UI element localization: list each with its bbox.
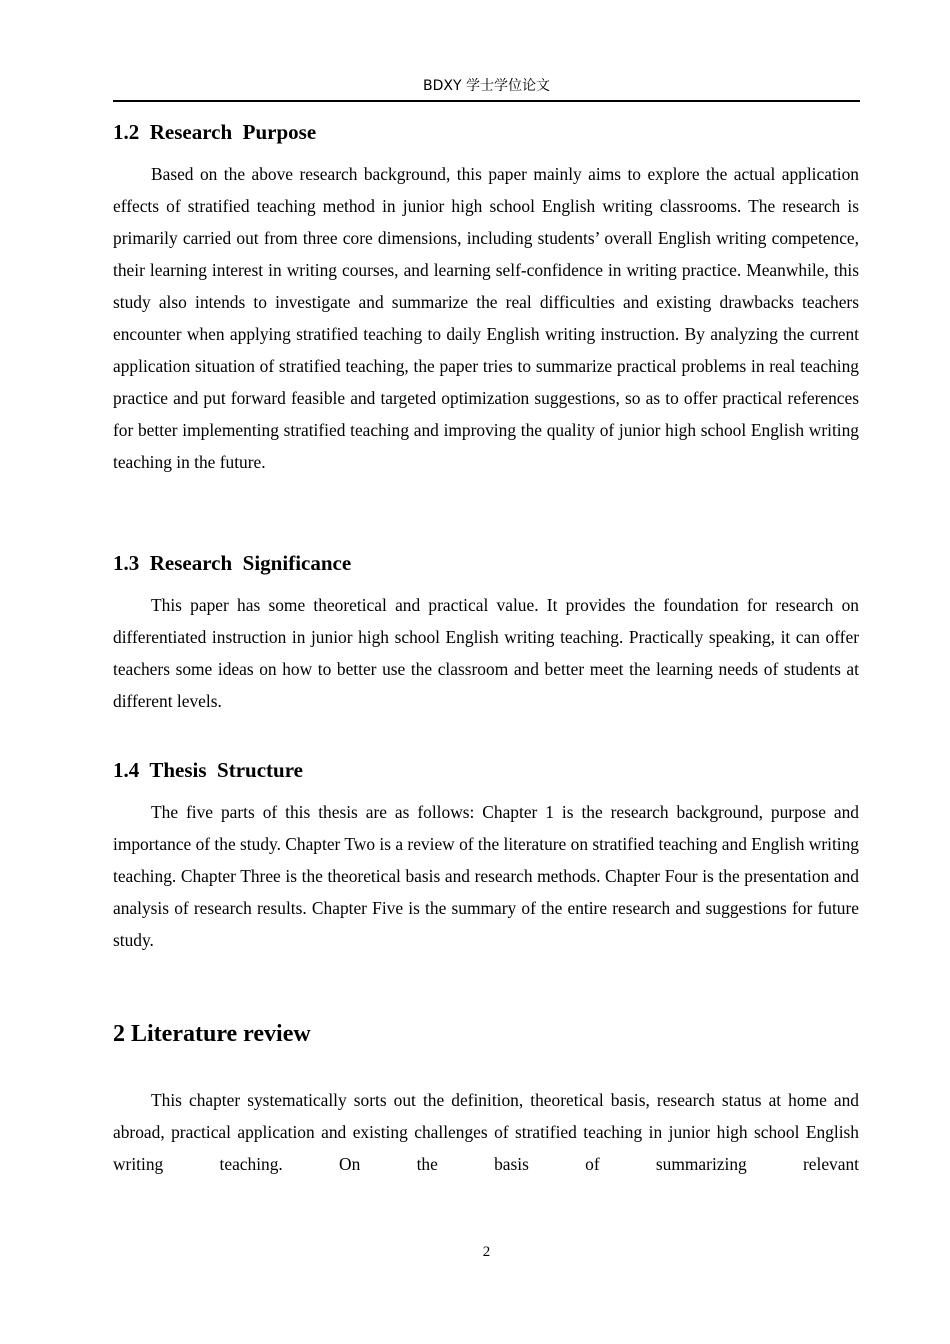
paragraph-research-significance: This paper has some theoretical and practical value. It provides the foundation for research on differentiated instruction in junior high school English writing teaching. Practically speaking, it can offer teachers some ideas on how to better use the classroom and better meet the learning needs of students at different levels. <box>113 595 859 711</box>
header-rule <box>113 100 860 102</box>
section-heading-research-significance: 1.3 Research Significance <box>113 551 352 575</box>
running-header: BDXY 学士学位论文 <box>423 78 550 94</box>
page-number: 2 <box>482 1244 491 1260</box>
paragraph-literature-review: This chapter systematically sorts out the definition, theoretical basis, research status at home and abroad, practical application and existing challenges of stratified teaching in junior high school English writing teaching. On the basis of summarizing relevant <box>113 1090 859 1174</box>
section-heading-thesis-structure: 1.4 Thesis Structure <box>113 758 303 782</box>
paragraph-thesis-structure: The five parts of this thesis are as follows: Chapter 1 is the research background, purpose and importance of the study. Chapter Two is a review of the literature on stratified teaching and English writing teaching. Chapter Three is the theoretical basis and research methods. Chapter Four is the presentation and analysis of research results. Chapter Five is the summary of the entire research and suggestions for future study. <box>113 802 859 950</box>
chapter-heading-literature-review: 2 Literature review <box>113 1021 311 1047</box>
section-heading-research-purpose: 1.2 Research Purpose <box>113 120 317 144</box>
paragraph-research-purpose: Based on the above research background, this paper mainly aims to explore the actual application effects of stratified teaching method in junior high school English writing classrooms. The research is primarily carried out from three core dimensions, including students’ overall English writing competence, their learning interest in writing courses, and learning self-confidence in writing practice. Meanwhile, this study also intends to investigate and summarize the real difficulties and existing drawbacks teachers encounter when applying stratified teaching to daily English writing instruction. By analyzing the current application situation of stratified teaching, the paper tries to summarize practical problems in real teaching practice and put forward feasible and targeted optimization suggestions, so as to offer practical references for better implementing stratified teaching and improving the quality of junior high school English writing teaching in the future. <box>113 164 859 472</box>
